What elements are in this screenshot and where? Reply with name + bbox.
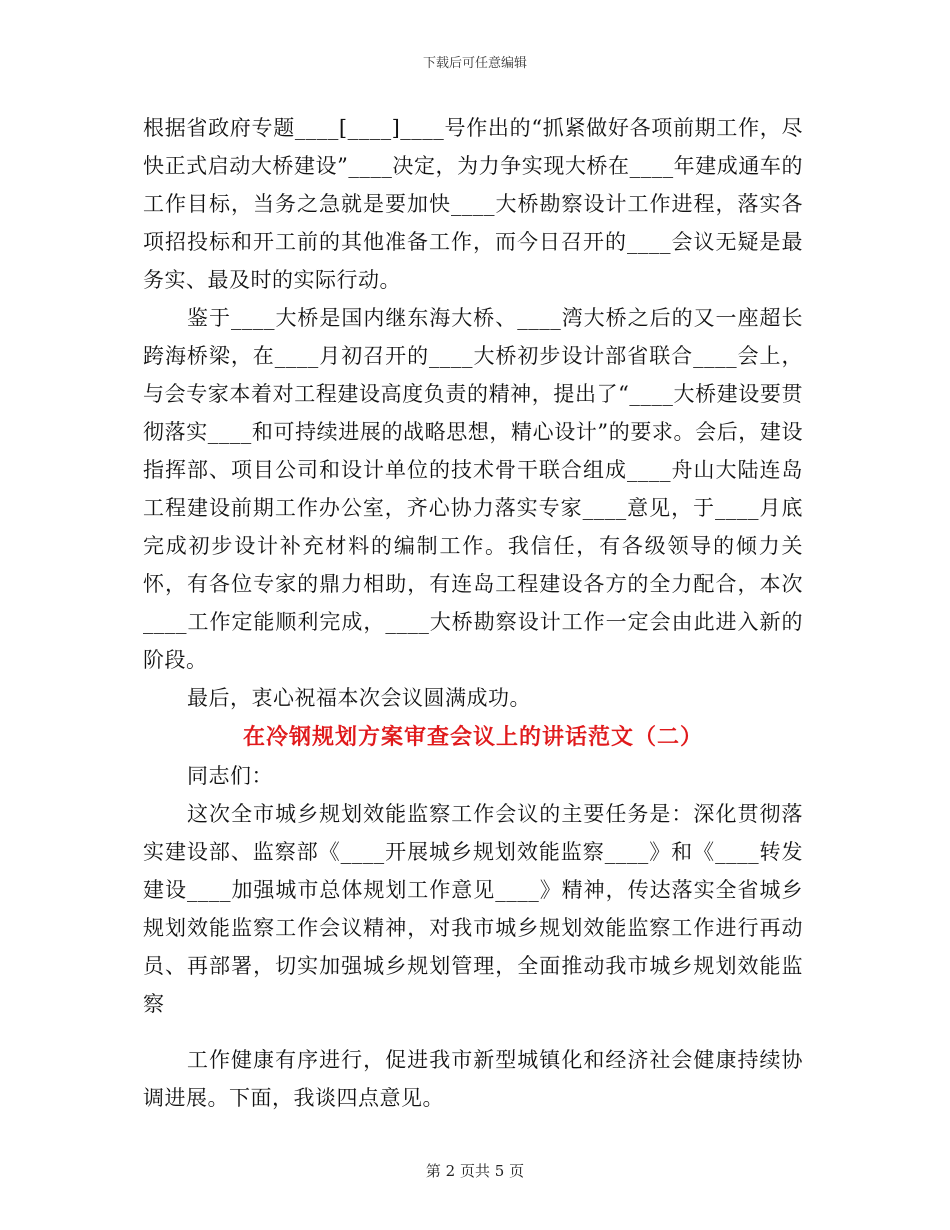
page-number: 第 2 页共 5 页 — [425, 1162, 525, 1180]
header-note: 下载后可任意编辑 — [422, 56, 527, 71]
document-body — [143, 109, 803, 1117]
salutation: 同志们： — [187, 764, 273, 788]
paragraph-gap — [143, 1023, 803, 1041]
paragraph-closing-wish: 最后，衷心祝福本次会议圆满成功。 — [187, 686, 531, 710]
paragraph-expert-review: 鉴于____大桥是国内继东海大桥、____湾大桥之后的又一座超长跨海桥梁，在____月初召开的____大桥初步设计部省联合____会上，与会专家本着对工程建设高度负责的精神，提出了“____大桥建设要贯彻落实____和可持续进展的战略思想，精心设计”的要求。会后，建设指挥部、项目公司和设计单位的技术骨干联合组成____舟山大陆连岛工程建设前期工作办公室，齐心协力落实专家____意见，于____月底完成初步设计补充材料的编制工作。我信任，有各级领导的倾力关怀，有各位专家的鼎力相助，有连岛工程建设各方的全力配合，本次____工作定能顺利完成，____大桥勘察设计工作一定会由此进入新的阶段。 — [143, 306, 803, 672]
paragraph-meeting-tasks: 这次全市城乡规划效能监察工作会议的主要任务是：深化贯彻落实建设部、监察部《____开展城乡规划效能监察____》和《____转发建设____加强城市总体规划工作意见____》精神，传达落实全省城乡规划效能监察工作会议精神，对我市城乡规划效能监察工作进行再动员、再部署，切实加强城乡规划管理，全面推动我市城乡规划效能监察 — [143, 802, 803, 1016]
section-title: 在冷钢规划方案审查会议上的讲话范文（二） — [242, 724, 703, 750]
paragraph-four-points: 工作健康有序进行，促进我市新型城镇化和经济社会健康持续协调进展。下面，我谈四点意见。 — [143, 1048, 803, 1110]
paragraph-decision: 根据省政府专题____[____]____号作出的“抓紧做好各项前期工作，尽快正式启动大桥建设”____决定，为力争实现大桥在____年建成通车的工作目标，当务之急就是要加快____大桥勘察设计工作进程，落实各项招投标和开工前的其他准备工作，而今日召开的____会议无疑是最务实、最及时的实际行动。 — [143, 116, 803, 292]
